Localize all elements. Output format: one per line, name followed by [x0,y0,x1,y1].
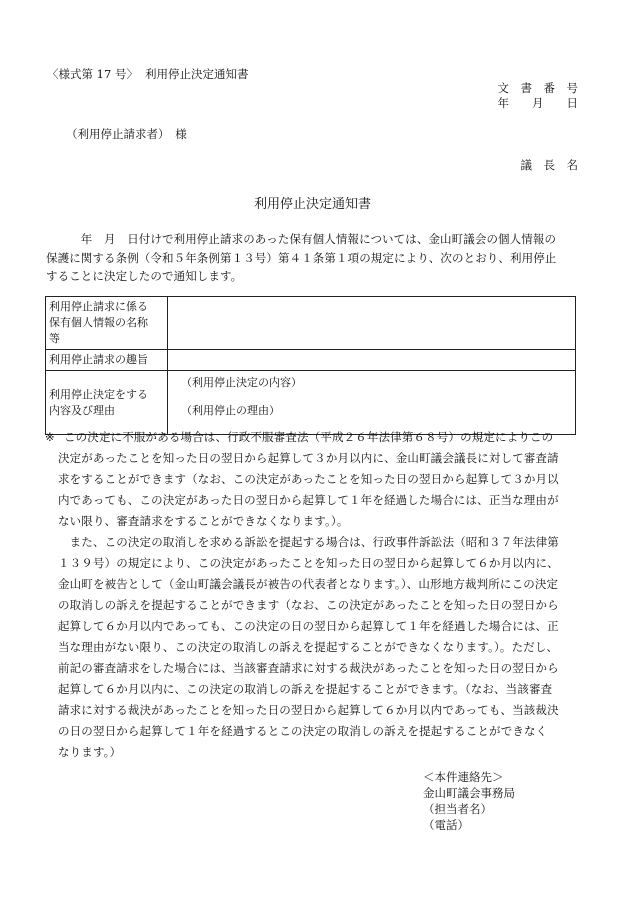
document-number-label: 文 書 番 号 [497,81,578,95]
contact-person: （担当者名） [423,802,492,816]
table-label-cell: 利用停止請求に係る 保有個人情報の名称 等 [46,297,168,350]
sender-name: 議 長 名 [520,158,578,172]
note-line: 決定があったことを知った日の翌日から起算して３か月以内に、金山町議会議長に対して審査請 [58,451,559,465]
table-label-cell: 利用停止請求の趣旨 [46,350,168,371]
page-title: 利用停止決定通知書 [254,197,372,212]
table-value-cell [168,297,576,350]
note-line: 起算して６か月以内であっても、この決定の日の翌日から起算して１年を経過した場合には、正 [58,619,559,633]
date-label: 年 月 日 [497,96,578,110]
table-value-cell [168,350,576,371]
form-number: 〈様式第 17 号〉 [47,67,138,81]
note-line: の取消しの訴えを提起することができます（なお、この決定があったことを知った日の翌日から [58,598,559,612]
recipient: （利用停止請求者） 様 [66,127,187,141]
note-line: 内であっても、この決定があった日の翌日から起算して１年を経過した場合には、正当な理由が [58,493,559,507]
table-value-cell: （利用停止決定の内容） （利用停止の理由） [168,371,576,435]
intro-line: 保護に関する条例（令和５年条例第１３号）第４１条第１項の規定により、次のとおり、利用停止 [46,251,557,265]
contact-phone: （電話） [423,818,469,832]
note-line: 前記の審査請求をした場合には、当該審査請求に対する裁決があったことを知った日の翌日から [58,661,559,675]
note-line: の日の翌日から起算して１年を経過するとこの決定の取消しの訴えを提起することができなく [58,724,548,738]
table-row [46,350,576,371]
intro-line: することに決定したので通知します。 [46,269,243,283]
note-line: 請求に対する裁決があったことを知った日の翌日から起算して６か月以内であっても、当該裁決 [58,703,559,717]
note-line: この決定に不服がある場合は、行政不服審査法（平成２６年法律第６８号）の規定によりこの [64,430,554,444]
note-mark: ※ [45,430,55,444]
note-line: 当な理由がない限り、この決定の取消しの訴えを提起することができなくなります。）。ただし、 [58,640,559,654]
contact-office: 金山町議会事務局 [423,786,515,800]
intro-line: 年 月 日付けで利用停止請求のあった保有個人情報については、金山町議会の個人情報の [46,232,557,246]
note-line: ない限り、審査請求をすることができなくなります。）。 [58,514,349,528]
decision-table [45,296,576,435]
note-line: １３９号）の規定により、この決定があったことを知った日の翌日から起算して６か月以内に、 [58,556,559,570]
table-row [46,371,576,435]
note-line: 起算して６か月以内に、この決定の取消しの訴えを提起することができます。（なお、当該審査 [58,682,553,696]
note-line: また、この決定の取消しを求める訴訟を提起する場合は、行政事件訴訟法（昭和３７年法律第 [58,535,559,549]
note-line: 金山町を被告として（金山町議会議長が被告の代表者となります。）、山形地方裁判所にこの決定 [58,577,559,591]
table-row [46,297,576,350]
form-name: 利用停止決定通知書 [145,67,249,81]
note-line: 求をすることができます（なお、この決定があったことを知った日の翌日から起算して３か月以 [58,472,559,486]
contact-heading: ＜本件連絡先＞ [423,770,504,784]
note-line: なります。） [58,745,122,759]
table-label-cell: 利用停止決定をする 内容及び理由 [46,371,168,435]
